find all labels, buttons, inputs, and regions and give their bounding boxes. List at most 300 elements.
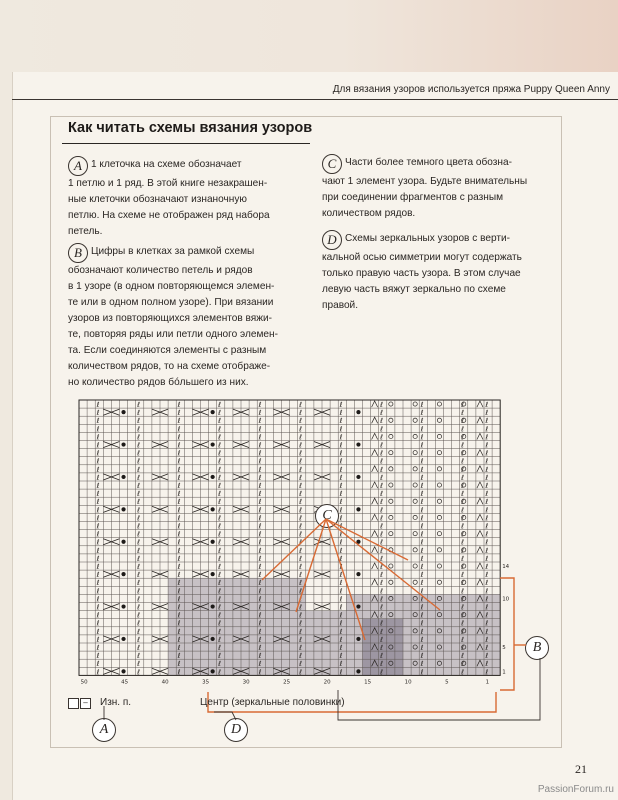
twisted-stitch-symbol: ℓ	[137, 603, 141, 612]
twisted-stitch-symbol: ℓ	[461, 619, 465, 628]
twisted-stitch-symbol: ℓ	[420, 644, 424, 652]
twisted-stitch-symbol: ℓ	[137, 571, 141, 580]
twisted-stitch-symbol: ℓ	[299, 635, 303, 644]
twisted-stitch-symbol: ℓ	[177, 417, 181, 426]
column-number: 15	[364, 679, 372, 686]
twisted-stitch-symbol: ℓ	[177, 457, 181, 466]
twisted-stitch-symbol: ℓ	[420, 611, 424, 620]
twisted-stitch-symbol: ℓ	[177, 571, 181, 580]
twisted-stitch-symbol: ℓ	[258, 465, 262, 474]
twisted-stitch-symbol: ℓ	[96, 473, 100, 482]
twisted-stitch-symbol: ℓ	[96, 498, 100, 507]
twisted-stitch-symbol: ℓ	[299, 482, 303, 490]
twisted-stitch-symbol: ℓ	[177, 538, 181, 547]
twisted-stitch-symbol: ℓ	[380, 449, 384, 458]
twisted-stitch-symbol: ℓ	[258, 514, 262, 523]
knit-cell-icon: –	[80, 698, 91, 709]
paragraph-a-line: ные клеточки обозначают изнаночную	[68, 194, 247, 205]
twisted-stitch-symbol: ℓ	[218, 441, 222, 450]
twisted-stitch-symbol: ℓ	[137, 482, 141, 490]
twisted-stitch-symbol: ℓ	[461, 611, 465, 620]
callout-d-icon: D	[224, 718, 248, 742]
twisted-stitch-symbol: ℓ	[137, 425, 141, 434]
twisted-stitch-symbol: ℓ	[420, 490, 424, 499]
twisted-stitch-symbol: ℓ	[177, 660, 181, 669]
twisted-stitch-symbol: ℓ	[461, 563, 465, 571]
twisted-stitch-symbol: ℓ	[339, 652, 343, 661]
twisted-stitch-symbol: ℓ	[177, 409, 181, 418]
twisted-stitch-symbol: ℓ	[485, 652, 489, 661]
paragraph-a-line: петлю. На схеме не отображен ряд набора	[68, 210, 270, 221]
twisted-stitch-symbol: ℓ	[218, 457, 222, 466]
twisted-stitch-symbol: ℓ	[461, 449, 465, 458]
twisted-stitch-symbol: ℓ	[258, 619, 262, 628]
twisted-stitch-symbol: ℓ	[258, 635, 262, 644]
paragraph-d-line: левую часть вяжут зеркально по схеме	[322, 284, 506, 295]
column-number: 50	[80, 679, 88, 686]
twisted-stitch-symbol: ℓ	[218, 465, 222, 474]
twisted-stitch-symbol: ℓ	[461, 652, 465, 661]
twisted-stitch-symbol: ℓ	[380, 644, 384, 652]
twisted-stitch-symbol: ℓ	[461, 530, 465, 539]
twisted-stitch-symbol: ℓ	[339, 417, 343, 426]
twisted-stitch-symbol: ℓ	[96, 579, 100, 588]
twisted-stitch-symbol: ℓ	[299, 522, 303, 531]
twisted-stitch-symbol: ℓ	[380, 627, 384, 636]
twisted-stitch-symbol: ℓ	[380, 668, 384, 677]
twisted-stitch-symbol: ℓ	[258, 457, 262, 466]
page-number: 21	[575, 762, 587, 776]
column-number: 1	[485, 679, 490, 686]
twisted-stitch-symbol: ℓ	[420, 595, 424, 604]
paragraph-d-line: правой.	[322, 300, 358, 311]
twisted-stitch-symbol: ℓ	[461, 433, 465, 442]
twisted-stitch-symbol: ℓ	[299, 417, 303, 426]
twisted-stitch-symbol: ℓ	[380, 425, 384, 434]
twisted-stitch-symbol: ℓ	[96, 490, 100, 499]
twisted-stitch-symbol: ℓ	[420, 668, 424, 677]
twisted-stitch-symbol: ℓ	[177, 530, 181, 539]
twisted-stitch-symbol: ℓ	[461, 522, 465, 531]
twisted-stitch-symbol: ℓ	[96, 441, 100, 450]
twisted-stitch-symbol: ℓ	[177, 514, 181, 523]
twisted-stitch-symbol: ℓ	[461, 441, 465, 450]
paragraph-b-line: те, повторяя ряды или петли одного элемен-	[68, 329, 278, 340]
twisted-stitch-symbol: ℓ	[137, 627, 141, 636]
twisted-stitch-symbol: ℓ	[485, 433, 489, 442]
twisted-stitch-symbol: ℓ	[380, 619, 384, 628]
twisted-stitch-symbol: ℓ	[218, 660, 222, 669]
twisted-stitch-symbol: ℓ	[218, 587, 222, 596]
twisted-stitch-symbol: ℓ	[339, 546, 343, 555]
twisted-stitch-symbol: ℓ	[420, 652, 424, 661]
twisted-stitch-symbol: ℓ	[299, 603, 303, 612]
badge-c-icon: C	[322, 154, 342, 174]
twisted-stitch-symbol: ℓ	[258, 595, 262, 604]
badge-a-icon: A	[68, 156, 88, 176]
twisted-stitch-symbol: ℓ	[380, 401, 384, 409]
twisted-stitch-symbol: ℓ	[177, 473, 181, 482]
twisted-stitch-symbol: ℓ	[299, 611, 303, 620]
twisted-stitch-symbol: ℓ	[137, 530, 141, 539]
twisted-stitch-symbol: ℓ	[420, 514, 424, 523]
twisted-stitch-symbol: ℓ	[299, 441, 303, 450]
twisted-stitch-symbol: ℓ	[218, 546, 222, 555]
twisted-stitch-symbol: ℓ	[339, 611, 343, 620]
twisted-stitch-symbol: ℓ	[339, 522, 343, 531]
twisted-stitch-symbol: ℓ	[380, 417, 384, 426]
twisted-stitch-symbol: ℓ	[299, 498, 303, 507]
paragraph-a-line: 1 петлю и 1 ряд. В этой книге незакрашен-	[68, 178, 268, 189]
twisted-stitch-symbol: ℓ	[218, 473, 222, 482]
twisted-stitch-symbol: ℓ	[137, 538, 141, 547]
twisted-stitch-symbol: ℓ	[420, 603, 424, 612]
twisted-stitch-symbol: ℓ	[380, 441, 384, 450]
twisted-stitch-symbol: ℓ	[339, 579, 343, 588]
twisted-stitch-symbol: ℓ	[177, 482, 181, 490]
twisted-stitch-symbol: ℓ	[96, 401, 100, 409]
twisted-stitch-symbol: ℓ	[420, 522, 424, 531]
twisted-stitch-symbol: ℓ	[339, 635, 343, 644]
twisted-stitch-symbol: ℓ	[420, 482, 424, 490]
twisted-stitch-symbol: ℓ	[299, 449, 303, 458]
twisted-stitch-symbol: ℓ	[96, 482, 100, 490]
twisted-stitch-symbol: ℓ	[177, 401, 181, 409]
twisted-stitch-symbol: ℓ	[177, 490, 181, 499]
twisted-stitch-symbol: ℓ	[339, 506, 343, 515]
twisted-stitch-symbol: ℓ	[258, 652, 262, 661]
twisted-stitch-symbol: ℓ	[96, 587, 100, 596]
twisted-stitch-symbol: ℓ	[461, 603, 465, 612]
twisted-stitch-symbol: ℓ	[420, 441, 424, 450]
twisted-stitch-symbol: ℓ	[258, 482, 262, 490]
twisted-stitch-symbol: ℓ	[177, 595, 181, 604]
twisted-stitch-symbol: ℓ	[339, 490, 343, 499]
twisted-stitch-symbol: ℓ	[96, 571, 100, 580]
badge-b-icon: B	[68, 243, 88, 263]
twisted-stitch-symbol: ℓ	[96, 627, 100, 636]
twisted-stitch-symbol: ℓ	[218, 571, 222, 580]
twisted-stitch-symbol: ℓ	[380, 587, 384, 596]
twisted-stitch-symbol: ℓ	[218, 611, 222, 620]
twisted-stitch-symbol: ℓ	[218, 538, 222, 547]
twisted-stitch-symbol: ℓ	[461, 401, 465, 409]
twisted-stitch-symbol: ℓ	[218, 563, 222, 571]
twisted-stitch-symbol: ℓ	[258, 433, 262, 442]
twisted-stitch-symbol: ℓ	[485, 530, 489, 539]
twisted-stitch-symbol: ℓ	[461, 571, 465, 580]
twisted-stitch-symbol: ℓ	[299, 652, 303, 661]
twisted-stitch-symbol: ℓ	[96, 595, 100, 604]
twisted-stitch-symbol: ℓ	[420, 498, 424, 507]
twisted-stitch-symbol: ℓ	[420, 538, 424, 547]
twisted-stitch-symbol: ℓ	[339, 425, 343, 434]
twisted-stitch-symbol: ℓ	[218, 627, 222, 636]
twisted-stitch-symbol: ℓ	[485, 563, 489, 571]
legend-purl: Изн. п.	[100, 697, 132, 708]
twisted-stitch-symbol: ℓ	[299, 595, 303, 604]
twisted-stitch-symbol: ℓ	[420, 425, 424, 434]
twisted-stitch-symbol: ℓ	[218, 522, 222, 531]
section-title: Как читать схемы вязания узоров	[68, 120, 313, 136]
twisted-stitch-symbol: ℓ	[96, 546, 100, 555]
twisted-stitch-symbol: ℓ	[137, 465, 141, 474]
twisted-stitch-symbol: ℓ	[258, 603, 262, 612]
twisted-stitch-symbol: ℓ	[218, 644, 222, 652]
twisted-stitch-symbol: ℓ	[218, 635, 222, 644]
paragraph-b-line: Цифры в клетках за рамкой схемы	[91, 246, 255, 257]
twisted-stitch-symbol: ℓ	[258, 522, 262, 531]
twisted-stitch-symbol: ℓ	[420, 571, 424, 580]
twisted-stitch-symbol: ℓ	[218, 595, 222, 604]
twisted-stitch-symbol: ℓ	[461, 627, 465, 636]
twisted-stitch-symbol: ℓ	[461, 514, 465, 523]
twisted-stitch-symbol: ℓ	[461, 473, 465, 482]
twisted-stitch-symbol: ℓ	[485, 514, 489, 523]
twisted-stitch-symbol: ℓ	[96, 514, 100, 523]
twisted-stitch-symbol: ℓ	[339, 619, 343, 628]
twisted-stitch-symbol: ℓ	[258, 498, 262, 507]
twisted-stitch-symbol: ℓ	[461, 579, 465, 588]
twisted-stitch-symbol: ℓ	[420, 530, 424, 539]
twisted-stitch-symbol: ℓ	[380, 530, 384, 539]
twisted-stitch-symbol: ℓ	[299, 530, 303, 539]
twisted-stitch-symbol: ℓ	[177, 522, 181, 531]
twisted-stitch-symbol: ℓ	[218, 506, 222, 515]
twisted-stitch-symbol: ℓ	[258, 449, 262, 458]
twisted-stitch-symbol: ℓ	[339, 603, 343, 612]
twisted-stitch-symbol: ℓ	[218, 603, 222, 612]
twisted-stitch-symbol: ℓ	[485, 587, 489, 596]
twisted-stitch-symbol: ℓ	[485, 498, 489, 507]
twisted-stitch-symbol: ℓ	[339, 644, 343, 652]
twisted-stitch-symbol: ℓ	[177, 611, 181, 620]
twisted-stitch-symbol: ℓ	[258, 546, 262, 555]
twisted-stitch-symbol: ℓ	[380, 603, 384, 612]
twisted-stitch-symbol: ℓ	[137, 579, 141, 588]
twisted-stitch-symbol: ℓ	[258, 571, 262, 580]
twisted-stitch-symbol: ℓ	[96, 652, 100, 661]
twisted-stitch-symbol: ℓ	[380, 433, 384, 442]
twisted-stitch-symbol: ℓ	[299, 619, 303, 628]
paragraph-d-line: кальной осью симметрии могут содержать	[322, 252, 522, 263]
twisted-stitch-symbol: ℓ	[339, 409, 343, 418]
twisted-stitch-symbol: ℓ	[96, 563, 100, 571]
twisted-stitch-symbol: ℓ	[461, 409, 465, 418]
twisted-stitch-symbol: ℓ	[96, 433, 100, 442]
paragraph-d-line: Схемы зеркальных узоров с верти-	[345, 233, 510, 244]
twisted-stitch-symbol: ℓ	[299, 563, 303, 571]
twisted-stitch-symbol: ℓ	[177, 627, 181, 636]
twisted-stitch-symbol: ℓ	[218, 425, 222, 434]
twisted-stitch-symbol: ℓ	[420, 417, 424, 426]
twisted-stitch-symbol: ℓ	[339, 401, 343, 409]
twisted-stitch-symbol: ℓ	[485, 546, 489, 555]
twisted-stitch-symbol: ℓ	[96, 668, 100, 677]
twisted-stitch-symbol: ℓ	[461, 417, 465, 426]
twisted-stitch-symbol: ℓ	[96, 530, 100, 539]
twisted-stitch-symbol: ℓ	[485, 660, 489, 669]
twisted-stitch-symbol: ℓ	[96, 506, 100, 515]
twisted-stitch-symbol: ℓ	[485, 490, 489, 499]
twisted-stitch-symbol: ℓ	[461, 635, 465, 644]
twisted-stitch-symbol: ℓ	[339, 595, 343, 604]
twisted-stitch-symbol: ℓ	[380, 571, 384, 580]
twisted-stitch-symbol: ℓ	[218, 514, 222, 523]
twisted-stitch-symbol: ℓ	[218, 490, 222, 499]
twisted-stitch-symbol: ℓ	[96, 538, 100, 547]
twisted-stitch-symbol: ℓ	[299, 660, 303, 669]
twisted-stitch-symbol: ℓ	[258, 425, 262, 434]
twisted-stitch-symbol: ℓ	[258, 579, 262, 588]
twisted-stitch-symbol: ℓ	[96, 409, 100, 418]
twisted-stitch-symbol: ℓ	[258, 506, 262, 515]
twisted-stitch-symbol: ℓ	[218, 668, 222, 677]
twisted-stitch-symbol: ℓ	[96, 635, 100, 644]
twisted-stitch-symbol: ℓ	[485, 644, 489, 652]
twisted-stitch-symbol: ℓ	[339, 660, 343, 669]
twisted-stitch-symbol: ℓ	[339, 563, 343, 571]
paragraph-c-line: при соединении фрагментов с разным	[322, 192, 504, 203]
twisted-stitch-symbol: ℓ	[137, 668, 141, 677]
twisted-stitch-symbol: ℓ	[339, 571, 343, 580]
twisted-stitch-symbol: ℓ	[485, 449, 489, 458]
twisted-stitch-symbol: ℓ	[339, 668, 343, 677]
twisted-stitch-symbol: ℓ	[461, 425, 465, 434]
twisted-stitch-symbol: ℓ	[299, 579, 303, 588]
paragraph-a-line: 1 клеточка на схеме обозначает	[91, 159, 242, 170]
twisted-stitch-symbol: ℓ	[380, 522, 384, 531]
twisted-stitch-symbol: ℓ	[218, 409, 222, 418]
twisted-stitch-symbol: ℓ	[485, 554, 489, 563]
twisted-stitch-symbol: ℓ	[339, 530, 343, 539]
twisted-stitch-symbol: ℓ	[137, 498, 141, 507]
twisted-stitch-symbol: ℓ	[461, 546, 465, 555]
twisted-stitch-symbol: ℓ	[137, 433, 141, 442]
twisted-stitch-symbol: ℓ	[420, 563, 424, 571]
twisted-stitch-symbol: ℓ	[380, 554, 384, 563]
twisted-stitch-symbol: ℓ	[461, 595, 465, 604]
paragraph-c-line: Части более темного цвета обозна-	[345, 157, 512, 168]
twisted-stitch-symbol: ℓ	[137, 554, 141, 563]
twisted-stitch-symbol: ℓ	[380, 563, 384, 571]
twisted-stitch-symbol: ℓ	[420, 587, 424, 596]
column-number: 25	[283, 679, 291, 686]
twisted-stitch-symbol: ℓ	[420, 635, 424, 644]
twisted-stitch-symbol: ℓ	[299, 627, 303, 636]
paragraph-a-line: петель.	[68, 226, 103, 237]
twisted-stitch-symbol: ℓ	[485, 441, 489, 450]
twisted-stitch-symbol: ℓ	[137, 449, 141, 458]
twisted-stitch-symbol: ℓ	[339, 433, 343, 442]
twisted-stitch-symbol: ℓ	[218, 401, 222, 409]
twisted-stitch-symbol: ℓ	[485, 401, 489, 409]
twisted-stitch-symbol: ℓ	[485, 522, 489, 531]
twisted-stitch-symbol: ℓ	[485, 619, 489, 628]
twisted-stitch-symbol: ℓ	[461, 498, 465, 507]
twisted-stitch-symbol: ℓ	[380, 595, 384, 604]
twisted-stitch-symbol: ℓ	[339, 554, 343, 563]
twisted-stitch-symbol: ℓ	[485, 668, 489, 677]
twisted-stitch-symbol: ℓ	[380, 490, 384, 499]
twisted-stitch-symbol: ℓ	[137, 514, 141, 523]
twisted-stitch-symbol: ℓ	[420, 546, 424, 555]
twisted-stitch-symbol: ℓ	[137, 417, 141, 426]
twisted-stitch-symbol: ℓ	[177, 449, 181, 458]
twisted-stitch-symbol: ℓ	[137, 635, 141, 644]
twisted-stitch-symbol: ℓ	[380, 635, 384, 644]
twisted-stitch-symbol: ℓ	[258, 473, 262, 482]
twisted-stitch-symbol: ℓ	[177, 433, 181, 442]
paragraph-b-line: та. Если соединяются элементы с разным	[68, 345, 267, 356]
twisted-stitch-symbol: ℓ	[137, 644, 141, 652]
twisted-stitch-symbol: ℓ	[137, 457, 141, 466]
twisted-stitch-symbol: ℓ	[299, 514, 303, 523]
column-number: 45	[121, 679, 129, 686]
twisted-stitch-symbol: ℓ	[461, 506, 465, 515]
twisted-stitch-symbol: ℓ	[485, 473, 489, 482]
twisted-stitch-symbol: ℓ	[485, 417, 489, 426]
twisted-stitch-symbol: ℓ	[380, 409, 384, 418]
twisted-stitch-symbol: ℓ	[461, 538, 465, 547]
twisted-stitch-symbol: ℓ	[461, 660, 465, 669]
twisted-stitch-symbol: ℓ	[258, 441, 262, 450]
twisted-stitch-symbol: ℓ	[339, 627, 343, 636]
twisted-stitch-symbol: ℓ	[137, 522, 141, 531]
twisted-stitch-symbol: ℓ	[380, 652, 384, 661]
twisted-stitch-symbol: ℓ	[96, 611, 100, 620]
twisted-stitch-symbol: ℓ	[461, 482, 465, 490]
twisted-stitch-symbol: ℓ	[137, 546, 141, 555]
yarn-note: Для вязания узоров используется пряжа Puppy Queen Anny	[332, 84, 610, 95]
twisted-stitch-symbol: ℓ	[96, 644, 100, 652]
twisted-stitch-symbol: ℓ	[380, 465, 384, 474]
twisted-stitch-symbol: ℓ	[299, 473, 303, 482]
twisted-stitch-symbol: ℓ	[339, 498, 343, 507]
twisted-stitch-symbol: ℓ	[137, 506, 141, 515]
twisted-stitch-symbol: ℓ	[380, 660, 384, 669]
twisted-stitch-symbol: ℓ	[137, 441, 141, 450]
twisted-stitch-symbol: ℓ	[380, 506, 384, 515]
twisted-stitch-symbol: ℓ	[461, 668, 465, 677]
twisted-stitch-symbol: ℓ	[380, 498, 384, 507]
twisted-stitch-symbol: ℓ	[380, 538, 384, 547]
twisted-stitch-symbol: ℓ	[177, 441, 181, 450]
twisted-stitch-symbol: ℓ	[218, 530, 222, 539]
twisted-stitch-symbol: ℓ	[299, 457, 303, 466]
twisted-stitch-symbol: ℓ	[137, 401, 141, 409]
twisted-stitch-symbol: ℓ	[137, 595, 141, 604]
twisted-stitch-symbol: ℓ	[339, 441, 343, 450]
twisted-stitch-symbol: ℓ	[485, 482, 489, 490]
column-number: 30	[242, 679, 250, 686]
twisted-stitch-symbol: ℓ	[420, 506, 424, 515]
twisted-stitch-symbol: ℓ	[485, 409, 489, 418]
callout-c-icon: C	[315, 504, 339, 528]
twisted-stitch-symbol: ℓ	[299, 490, 303, 499]
twisted-stitch-symbol: ℓ	[258, 554, 262, 563]
twisted-stitch-symbol: ℓ	[485, 603, 489, 612]
twisted-stitch-symbol: ℓ	[299, 506, 303, 515]
twisted-stitch-symbol: ℓ	[485, 611, 489, 620]
twisted-stitch-symbol: ℓ	[137, 660, 141, 669]
twisted-stitch-symbol: ℓ	[485, 627, 489, 636]
twisted-stitch-symbol: ℓ	[380, 514, 384, 523]
twisted-stitch-symbol: ℓ	[137, 611, 141, 620]
purl-cell-icon	[68, 698, 79, 709]
twisted-stitch-symbol: ℓ	[96, 554, 100, 563]
twisted-stitch-symbol: ℓ	[339, 473, 343, 482]
